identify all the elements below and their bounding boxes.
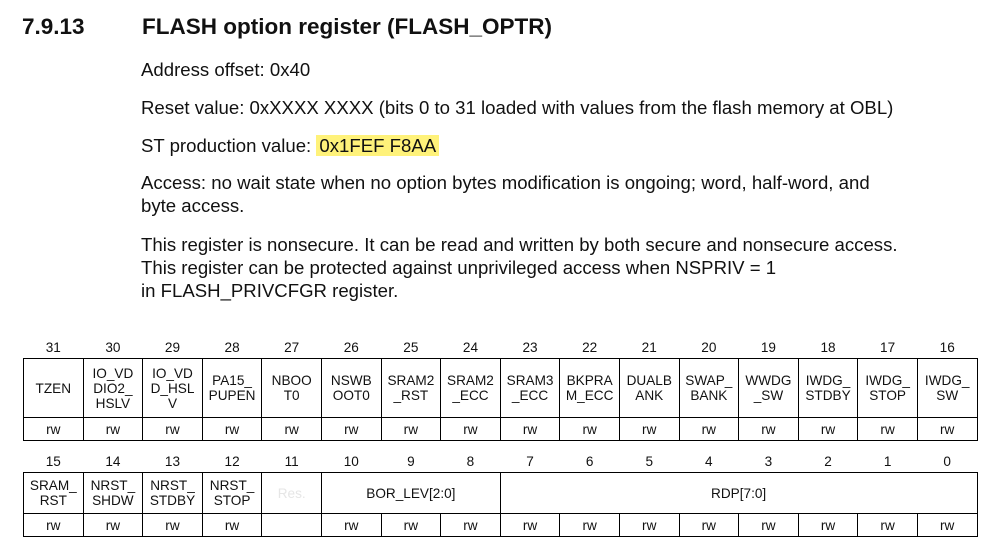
field-iwdg-stdby: IWDG_ STDBY (798, 359, 858, 418)
bit-number: 10 (343, 453, 359, 469)
field-wwdg-sw: WWDG _SW (739, 359, 799, 418)
access-row (24, 418, 978, 441)
field-swap-bank: SWAP_ BANK (679, 359, 739, 418)
bit-number: 8 (466, 453, 475, 469)
bit-number: 6 (585, 453, 594, 469)
access-type: rw (560, 514, 620, 537)
access-type: rw (500, 418, 560, 441)
bit-number-row (24, 450, 978, 473)
field-reserved: Res. (262, 473, 322, 514)
access-type: rw (143, 418, 203, 441)
bit-number: 31 (45, 339, 61, 355)
bit-number: 18 (820, 339, 836, 355)
security-line-2: This register can be protected against unprivileged access when NSPRIV = 1 (141, 257, 777, 278)
bit-number: 3 (764, 453, 773, 469)
field-sram2-rst: SRAM2 _RST (381, 359, 441, 418)
bit-number: 27 (284, 339, 300, 355)
bit-number: 23 (522, 339, 538, 355)
field-sram-rst: SRAM_ RST (24, 473, 84, 514)
access-type: rw (917, 418, 977, 441)
access-type: rw (917, 514, 977, 537)
address-offset: Address offset: 0x40 (141, 59, 311, 80)
st-production-value (141, 134, 439, 157)
bit-number: 21 (641, 339, 657, 355)
bit-number: 22 (582, 339, 598, 355)
access-description (141, 171, 870, 217)
st-production-label: ST production value: (141, 135, 317, 156)
access-type: rw (500, 514, 560, 537)
access-type: rw (83, 418, 143, 441)
bit-number: 24 (462, 339, 479, 355)
field-name-row (24, 473, 978, 514)
bit-number: 5 (645, 453, 654, 469)
field-iwdg-stop: IWDG_ STOP (858, 359, 918, 418)
bit-number: 28 (224, 339, 240, 355)
bit-number: 11 (284, 453, 299, 469)
field-bor-lev: BOR_LEV[2:0] (321, 473, 500, 514)
access-type: rw (858, 514, 918, 537)
register-table-high (23, 336, 978, 441)
bit-number: 7 (526, 453, 534, 469)
field-pa15-pupen: PA15_ PUPEN (202, 359, 262, 418)
register-table-low (23, 450, 978, 537)
bit-number: 17 (880, 339, 896, 355)
access-line-2: byte access. (141, 195, 245, 216)
security-description (141, 233, 898, 302)
access-type: rw (441, 514, 501, 537)
field-sram2-ecc: SRAM2 _ECC (441, 359, 501, 418)
access-type: rw (739, 418, 799, 441)
bit-number: 1 (883, 453, 892, 469)
field-tzen: TZEN (24, 359, 84, 418)
access-type: rw (83, 514, 143, 537)
st-production-value-highlight: 0x1FEF F8AA (316, 135, 439, 156)
field-io-vdd-hslv: IO_VD D_HSL V (143, 359, 203, 418)
bit-number: 30 (105, 339, 121, 355)
access-type: rw (798, 418, 858, 441)
section-title: FLASH option register (FLASH_OPTR) (142, 14, 552, 39)
bit-number: 25 (403, 339, 419, 355)
bit-number: 0 (943, 453, 951, 469)
field-nrst-stop: NRST_ STOP (202, 473, 262, 514)
bit-number: 20 (701, 339, 717, 355)
access-type (262, 514, 322, 537)
access-type: rw (619, 514, 679, 537)
access-type: rw (202, 514, 262, 537)
bit-number: 29 (164, 339, 181, 355)
field-rdp: RDP[7:0] (500, 473, 977, 514)
bit-number: 26 (343, 339, 359, 355)
security-line-1: This register is nonsecure. It can be read and written by both secure and nonsecure access. (141, 234, 898, 255)
access-type: rw (202, 418, 262, 441)
access-type: rw (381, 514, 441, 537)
access-type: rw (381, 418, 441, 441)
access-type: rw (321, 514, 381, 537)
bit-number: 13 (164, 453, 181, 469)
access-type: rw (679, 418, 739, 441)
field-nswboot0: NSWB OOT0 (321, 359, 381, 418)
access-type: rw (739, 514, 799, 537)
access-type: rw (262, 418, 322, 441)
access-type: rw (143, 514, 203, 537)
field-nrst-stdby: NRST_ STDBY (143, 473, 203, 514)
access-type: rw (560, 418, 620, 441)
bit-number: 4 (705, 453, 713, 469)
access-type: rw (24, 418, 84, 441)
access-type: rw (619, 418, 679, 441)
field-io-vddio2-hslv: IO_VD DIO2_ HSLV (83, 359, 143, 418)
bit-number: 19 (760, 339, 776, 355)
bit-number: 2 (824, 453, 832, 469)
bit-number: 9 (407, 453, 415, 469)
bit-number-row (24, 336, 978, 359)
access-type: rw (679, 514, 739, 537)
field-nboot0: NBOO T0 (262, 359, 322, 418)
security-line-3: in FLASH_PRIVCFGR register. (141, 280, 399, 301)
access-type: rw (441, 418, 501, 441)
field-name-row (24, 359, 978, 418)
reset-value: Reset value: 0xXXXX XXXX (bits 0 to 31 loaded with values from the flash memory at OBL) (141, 97, 894, 118)
access-row (24, 514, 978, 537)
field-dualbank: DUALB ANK (619, 359, 679, 418)
bit-number: 15 (45, 453, 61, 469)
bit-number: 14 (105, 453, 121, 469)
access-type: rw (798, 514, 858, 537)
bit-number: 16 (939, 339, 955, 355)
field-nrst-shdw: NRST_ SHDW (83, 473, 143, 514)
bit-number: 12 (224, 453, 240, 469)
section-number: 7.9.13 (22, 14, 85, 39)
field-iwdg-sw: IWDG_ SW (917, 359, 977, 418)
access-type: rw (321, 418, 381, 441)
access-type: rw (24, 514, 84, 537)
field-bkpram-ecc: BKPRA M_ECC (560, 359, 620, 418)
access-line-1: Access: no wait state when no option bytes modification is ongoing; word, half-word, and (141, 172, 870, 193)
access-type: rw (858, 418, 918, 441)
field-sram3-ecc: SRAM3 _ECC (500, 359, 560, 418)
